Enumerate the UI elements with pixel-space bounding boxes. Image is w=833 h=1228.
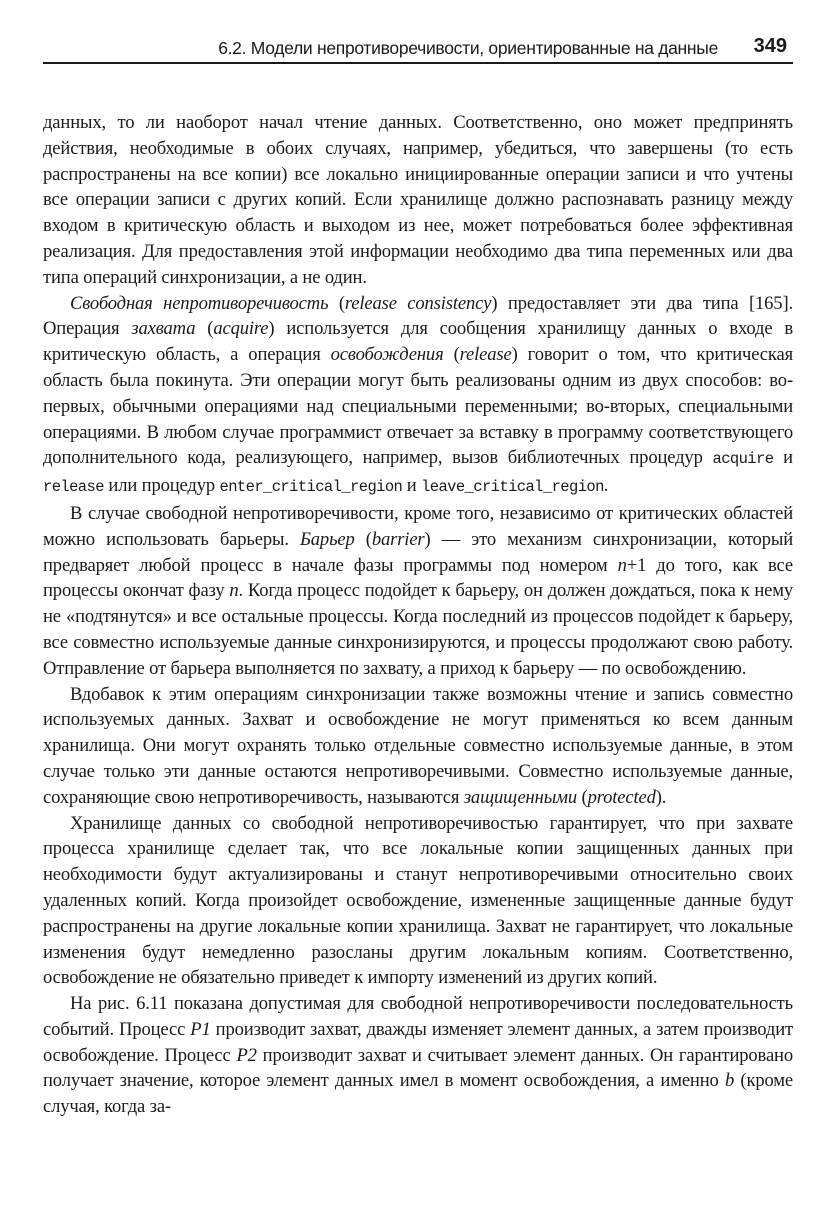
text-run: до того, как все процессы окончат фазу: [43, 554, 793, 602]
term-english: release: [459, 344, 512, 366]
paragraph: В случае свободной непротиворечивости, кроме того, независимо от критических областей можно использовать барьеры. Барьер (barrier) — это механизм синхронизации, который предваряет любой процесс в начале фазы программы под номером n+1 до того, как все процессы окончат фазу n. Когда процесс подойдет к барьеру, он должен дождаться, пока к нему не «подтянутся» и все остальные процессы. Когда последний из процессов подойдет к барьеру, все совместно используемые данные синхронизируются, и процессы продолжают свою работу. Отправление от барьера выполняется по захвату, а приход к барьеру — по освобождению.: [43, 502, 793, 679]
page-number: 349: [753, 35, 787, 57]
paragraph: Свободная непротиворечивость (release consistency) предоставляет эти два типа [165]. Операция захвата (acquire) используется для сообщения хранилищу данных о входе в критическую область, а операция освобождения (release) говорит о том, что критическая область была покинута. Эти операции могут быть реализованы одним из двух способов: во-первых, обычными операциями над специальными переменными; во-вторых, специальными операциями. В любом случае программист отвечает за вставку в программу соответствующего дополнительного кода, реализующего, например, вызов библиотечных процедур acquire и release или процедур enter_critical_region и leave_critical_region.: [43, 292, 793, 497]
paragraph: Хранилище данных со свободной непротиворечивостью гарантирует, что при захвате процесса хранилище сделает так, что все локальные копии защищенных данных при необходимости будут актуализированы и станут непротиворечивыми относительно своих удаленных копий. Когда произойдет освобождение, измененные защищенные данные будут распространены на другие локальные копии хранилища. Захват не гарантирует, что локальные изменения будут немедленно разосланы другим локальным копиям. Соответственно, освобождение не обязательно приведет к импорту изменений из других копий.: [43, 812, 793, 989]
text-run: . Когда процесс подойдет к барьеру, он должен дождаться, пока к нему не «подтянутся» и все остальные процессы. Когда последний из процессов подойдет к барьеру, все совместно используемые данные синхронизируются, и процессы продолжают свою работу. Отправление от барьера выполняется по захвату, а приход к барьеру — по освобождению.: [43, 580, 793, 679]
text-run: используется для сообщения хранилищу данных о входе в критическую область, а операция: [43, 318, 793, 366]
term-barrier: Барьер: [299, 528, 355, 550]
process-p1: P1: [190, 1018, 211, 1040]
code-enter-critical-region: enter_critical_region: [219, 478, 403, 497]
term-english: release consistency: [344, 292, 492, 314]
text-run: говорит о том, что критическая область была покинута. Эти операции могут быть реализованы одним из двух способов: во-первых, обычными операциями над специальными переменными; во-вторых, специальными операциями. В любом случае программист отвечает за вставку в программу соответствующего дополнительного кода, реализующего, например, вызов библиотечных процедур: [43, 344, 793, 469]
text-run: .: [603, 475, 609, 497]
text-run: В случае свободной непротиворечивости, кроме того, независимо от критических областей можно использовать барьеры.: [43, 502, 793, 550]
text-run: и: [773, 447, 793, 469]
code-acquire: acquire: [712, 450, 774, 469]
term-english: acquire: [213, 318, 269, 340]
paragraph: [43, 991, 793, 1120]
code-leave-critical-region: leave_critical_region: [421, 478, 604, 497]
text-run: На рис. 6.11 показана допустимая для свободной непротиворечивости последовательность событий. Процесс: [43, 993, 793, 1040]
term-protected: защищенными: [463, 786, 578, 808]
value-b: b: [724, 1070, 735, 1092]
text-run: и: [402, 475, 422, 497]
paragraph: данных, то ли наоборот начал чтение данных. Соответственно, оно может предпринять действия, необходимые в обоих случаях, например, убедиться, что завершены (то есть распространены на все копии) все локально инициированные операции записи и что учтены все операции записи с других копий. Если хранилище должно распознавать разницу между входом в критическую область и выходом из нее, может потребоваться более эффективная реализация. Для предоставления этой информации необходимо два типа переменных или два типа операций синхронизации, а не один.: [43, 112, 793, 288]
text-run: или процедур: [103, 475, 220, 497]
running-header: [43, 34, 793, 64]
code-release: release: [43, 478, 104, 497]
math-n: n: [229, 580, 239, 602]
text-run: +1: [626, 554, 647, 576]
text-run: .: [661, 786, 667, 808]
term-english: barrier: [371, 528, 425, 550]
text-run: Вдобавок к этим операциям синхронизации также возможны чтение и запись совместно используемых данных. Захват и освобождение не могут применяться ко всем данным хранилища. Они могут охранять только отдельные совместно используемые данные, в этом случае только эти данные остаются непротиворечивыми. Совместно используемые данные, сохраняющие свою непротиворечивость, называются: [43, 683, 793, 808]
page-body: [43, 110, 793, 1120]
text-run: производит захват и считывает элемент данных. Он гарантировано получает значение, которое элемент данных имел в момент освобождения, а именно: [43, 1044, 793, 1092]
running-title: 6.2. Модели непротиворечивости, ориентированные на данные: [218, 38, 718, 58]
term-acquire: захвата: [131, 318, 196, 340]
term-release-consistency: Свободная непротиворечивость: [70, 292, 329, 314]
text-run: — это механизм синхронизации, который предваряет любой процесс в начале фазы программы под номером: [43, 528, 793, 576]
paragraph: Вдобавок к этим операциям синхронизации также возможны чтение и запись совместно используемых данных. Захват и освобождение не могут применяться ко всем данным хранилища. Они могут охранять только отдельные совместно используемые данные, в этом случае только эти данные остаются непротиворечивыми. Совместно используемые данные, сохраняющие свою непротиворечивость, называются защищенными (protected).: [43, 683, 793, 808]
text-run: производит захват, дважды изменяет элемент данных, а затем производит освобождение. Процесс: [43, 1018, 793, 1066]
text-run: (кроме случая, когда за-: [43, 1070, 793, 1118]
text-run: предоставляет эти два типа [165]. Операция: [43, 292, 793, 340]
math-n: n: [617, 554, 627, 576]
term-release: освобождения: [330, 344, 444, 366]
process-p2: P2: [236, 1044, 257, 1066]
term-english: protected: [587, 786, 656, 808]
